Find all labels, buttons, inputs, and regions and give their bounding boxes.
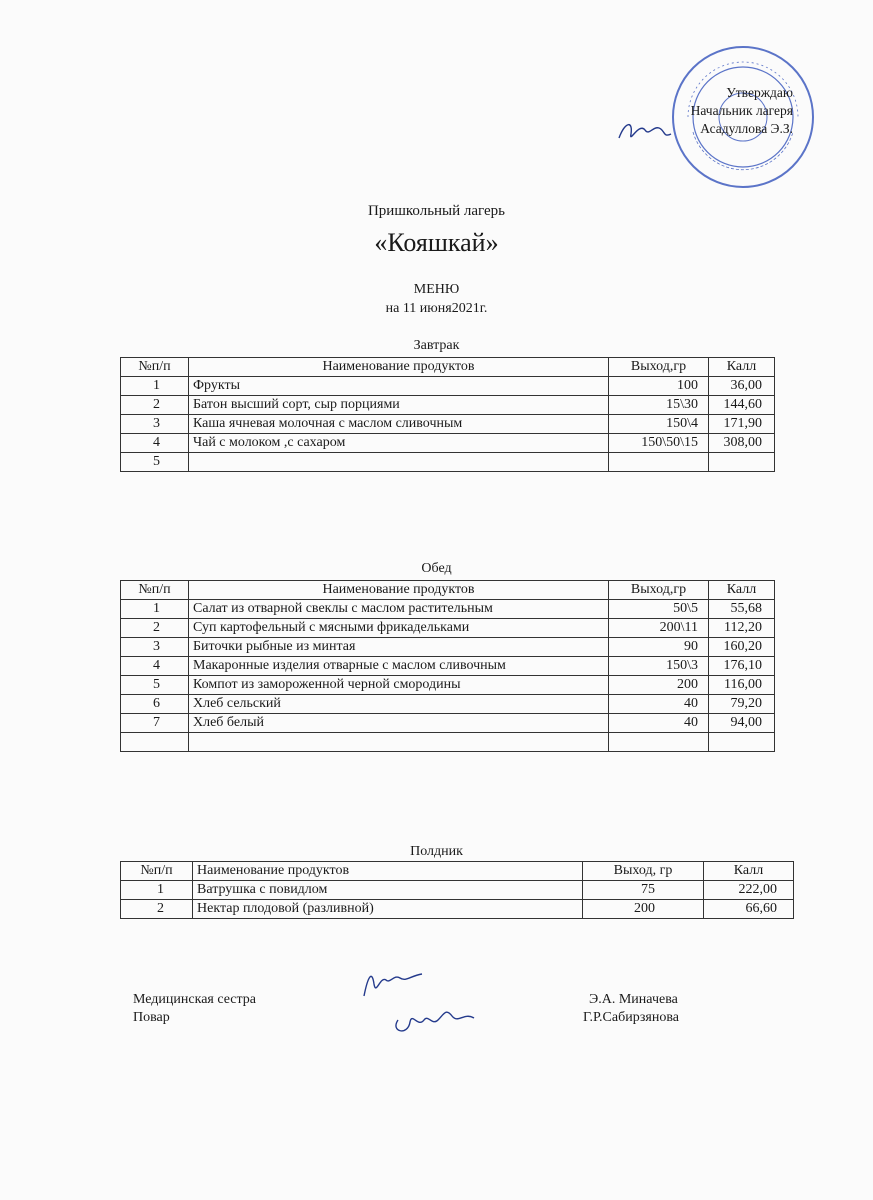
calories: 144,60 xyxy=(709,396,775,415)
calories: 308,00 xyxy=(709,434,775,453)
portion: 200\11 xyxy=(609,619,709,638)
portion xyxy=(609,733,709,752)
snack-heading: Полдник xyxy=(410,844,463,859)
portion: 40 xyxy=(609,714,709,733)
table-row xyxy=(121,453,775,472)
header-cell: Калл xyxy=(704,862,794,881)
calories: 176,10 xyxy=(709,657,775,676)
calories: 160,20 xyxy=(709,638,775,657)
product-name: Батон высший сорт, сыр порциями xyxy=(189,396,609,415)
table-header-row xyxy=(121,358,775,377)
header-cell: Выход,гр xyxy=(609,358,709,377)
header-cell: Калл xyxy=(709,581,775,600)
approval-line-3: Асадуллова Э.З. xyxy=(700,121,793,136)
lunch-table xyxy=(120,580,775,752)
product-name: Каша ячневая молочная с маслом сливочным xyxy=(189,415,609,434)
portion: 200 xyxy=(583,900,704,919)
signature-names xyxy=(583,991,679,1027)
cook-signature xyxy=(388,998,478,1040)
calories: 79,20 xyxy=(709,695,775,714)
product-name: Хлеб белый xyxy=(189,714,609,733)
row-number: 3 xyxy=(121,638,189,657)
table-row xyxy=(121,881,794,900)
product-name: Фрукты xyxy=(189,377,609,396)
header-cell: Наименование продуктов xyxy=(189,581,609,600)
table-row xyxy=(121,900,794,919)
portion: 100 xyxy=(609,377,709,396)
portion: 200 xyxy=(609,676,709,695)
table-row xyxy=(121,377,775,396)
snack-table xyxy=(120,861,794,919)
header-cell: Калл xyxy=(709,358,775,377)
portion: 90 xyxy=(609,638,709,657)
calories: 36,00 xyxy=(709,377,775,396)
header-cell: Выход, гр xyxy=(583,862,704,881)
row-number: 7 xyxy=(121,714,189,733)
camp-name: «Кояшкай» xyxy=(374,228,499,257)
product-name: Хлеб сельский xyxy=(189,695,609,714)
product-name: Ватрушка с повидлом xyxy=(193,881,583,900)
menu-date: на 11 июня2021г. xyxy=(385,301,488,316)
calories: 94,00 xyxy=(709,714,775,733)
table-row xyxy=(121,714,775,733)
table-row xyxy=(121,676,775,695)
row-number: 4 xyxy=(121,657,189,676)
product-name: Макаронные изделия отварные с маслом сливочным xyxy=(189,657,609,676)
menu-heading: МЕНЮ xyxy=(413,282,460,297)
table-row xyxy=(121,434,775,453)
calories: 116,00 xyxy=(709,676,775,695)
portion: 150\4 xyxy=(609,415,709,434)
row-number: 6 xyxy=(121,695,189,714)
approval-line-2: Начальник лагеря xyxy=(690,103,793,118)
product-name: Компот из замороженной черной смородины xyxy=(189,676,609,695)
calories: 171,90 xyxy=(709,415,775,434)
nurse-signature xyxy=(358,966,428,1002)
product-name: Нектар плодовой (разливной) xyxy=(193,900,583,919)
lunch-heading: Обед xyxy=(421,561,452,576)
row-number xyxy=(121,733,189,752)
product-name: Салат из отварной свеклы с маслом растительным xyxy=(189,600,609,619)
table-row xyxy=(121,733,775,752)
product-name: Суп картофельный с мясными фрикадельками xyxy=(189,619,609,638)
name-nurse: Э.А. Миначева xyxy=(589,992,678,1007)
role-nurse: Медицинская сестра xyxy=(133,992,257,1007)
breakfast-heading: Завтрак xyxy=(413,338,460,353)
portion: 75 xyxy=(583,881,704,900)
product-name xyxy=(189,733,609,752)
table-row xyxy=(121,415,775,434)
table-header-row xyxy=(121,862,794,881)
director-signature xyxy=(615,112,675,152)
portion: 150\3 xyxy=(609,657,709,676)
calories xyxy=(709,733,775,752)
header-cell: №п/п xyxy=(121,862,193,881)
product-name: Биточки рыбные из минтая xyxy=(189,638,609,657)
portion: 40 xyxy=(609,695,709,714)
portion xyxy=(609,453,709,472)
header-cell: №п/п xyxy=(121,358,189,377)
approval-line-1: Утверждаю xyxy=(726,85,793,100)
header-cell: Наименование продуктов xyxy=(193,862,583,881)
row-number: 2 xyxy=(121,900,193,919)
row-number: 1 xyxy=(121,600,189,619)
camp-label: Пришкольный лагерь xyxy=(367,203,506,219)
table-row xyxy=(121,619,775,638)
calories: 55,68 xyxy=(709,600,775,619)
row-number: 5 xyxy=(121,676,189,695)
portion: 50\5 xyxy=(609,600,709,619)
row-number: 1 xyxy=(121,377,189,396)
calories: 66,60 xyxy=(704,900,794,919)
row-number: 2 xyxy=(121,396,189,415)
table-row xyxy=(121,638,775,657)
approval-block xyxy=(691,84,793,138)
role-cook: Повар xyxy=(133,1010,170,1025)
row-number: 5 xyxy=(121,453,189,472)
row-number: 3 xyxy=(121,415,189,434)
header-cell: №п/п xyxy=(121,581,189,600)
product-name: Чай с молоком ,с сахаром xyxy=(189,434,609,453)
row-number: 2 xyxy=(121,619,189,638)
table-row xyxy=(121,600,775,619)
calories: 112,20 xyxy=(709,619,775,638)
portion: 150\50\15 xyxy=(609,434,709,453)
header-cell: Выход,гр xyxy=(609,581,709,600)
row-number: 1 xyxy=(121,881,193,900)
breakfast-table xyxy=(120,357,775,472)
calories: 222,00 xyxy=(704,881,794,900)
table-header-row xyxy=(121,581,775,600)
row-number: 4 xyxy=(121,434,189,453)
table-row xyxy=(121,396,775,415)
table-row xyxy=(121,695,775,714)
product-name xyxy=(189,453,609,472)
calories xyxy=(709,453,775,472)
header-cell: Наименование продуктов xyxy=(189,358,609,377)
name-cook: Г.Р.Сабирзянова xyxy=(583,1010,679,1025)
table-row xyxy=(121,657,775,676)
portion: 15\30 xyxy=(609,396,709,415)
signature-roles xyxy=(133,991,256,1027)
